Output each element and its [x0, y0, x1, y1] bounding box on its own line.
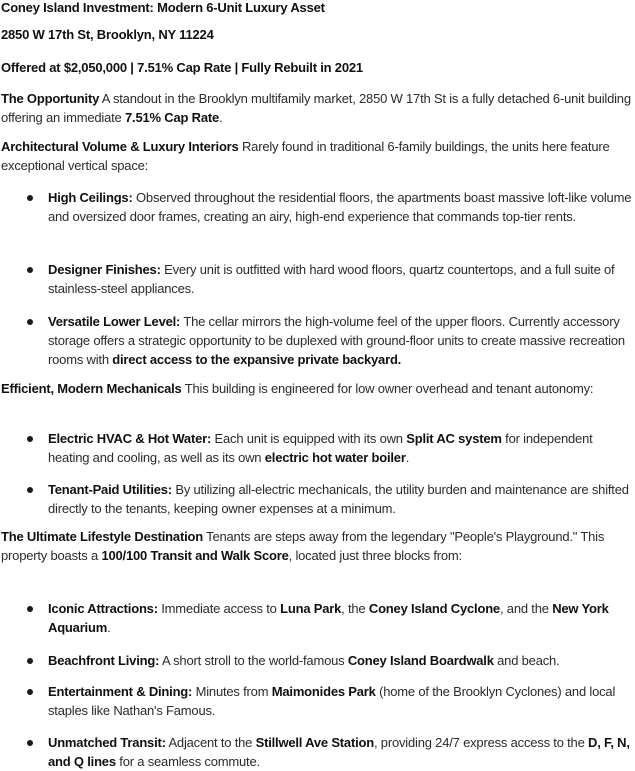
boiler-highlight: electric hot water boiler [264, 450, 406, 465]
backyard-highlight: direct access to the expansive private backyard. [112, 352, 402, 367]
architecture-paragraph [1, 137, 633, 175]
item-label: High Ceilings: [48, 190, 133, 205]
list-item-lower-level [24, 312, 634, 369]
list-item-transit [24, 733, 634, 771]
list-item-designer-finishes [24, 260, 634, 298]
lifestyle-text: , located just three blocks from: [288, 548, 462, 563]
subway-lines-highlight: D, F, N, and Q lines [48, 735, 630, 769]
item-text: Adjacent to the [165, 735, 256, 750]
opportunity-heading: The Opportunity [1, 91, 100, 106]
item-label: Entertainment & Dining: [48, 684, 193, 699]
list-item-tenant-utilities [24, 480, 634, 518]
item-text: , and the [499, 601, 553, 616]
listing-address: 2850 W 17th St, Brooklyn, NY 11224 [1, 27, 214, 42]
list-item-electric-hvac [24, 429, 634, 467]
listing-title: Coney Island Investment: Modern 6-Unit Luxury Asset [1, 0, 325, 15]
item-text: for a seamless commute. [115, 754, 260, 769]
item-text: . [107, 620, 111, 635]
bullet-icon [27, 740, 33, 746]
bullet-icon [27, 436, 33, 442]
bullet-icon [27, 487, 33, 493]
bullet-icon [27, 319, 33, 325]
aquarium-highlight: New York Aquarium [48, 601, 609, 635]
opportunity-paragraph [1, 89, 633, 127]
item-text: Immediate access to [157, 601, 281, 616]
item-text: A short stroll to the world-famous [159, 653, 348, 668]
item-text: Each unit is equipped with its own [211, 431, 407, 446]
item-label: Electric HVAC & Hot Water: [48, 431, 212, 446]
lifestyle-text: Tenants are steps away from the legendary "People's Playground." This property boasts a [1, 529, 605, 563]
mechanicals-text: This building is engineered for low owner overhead and tenant autonomy: [181, 381, 594, 396]
cap-rate-highlight: 7.51% Cap Rate [125, 110, 220, 125]
offer-line: Offered at $2,050,000 | 7.51% Cap Rate | Fully Rebuilt in 2021 [1, 60, 363, 75]
opportunity-text: A standout in the Brooklyn multifamily market, 2850 W 17th St is a fully detached 6-unit building offering an immediate [1, 91, 631, 125]
cyclone-highlight: Coney Island Cyclone [368, 601, 500, 616]
item-label: Beachfront Living: [48, 653, 160, 668]
item-text: Minutes from [192, 684, 272, 699]
list-item-high-ceilings [24, 188, 634, 226]
item-label: Tenant-Paid Utilities: [48, 482, 172, 497]
list-item-iconic-attractions [24, 599, 634, 637]
lifestyle-heading: The Ultimate Lifestyle Destination [1, 529, 203, 544]
item-label: Designer Finishes: [48, 262, 161, 277]
item-label: Unmatched Transit: [48, 735, 166, 750]
opportunity-end: . [219, 110, 223, 125]
mechanicals-paragraph [1, 379, 633, 398]
bullet-icon [27, 689, 33, 695]
list-item-beachfront [24, 651, 634, 670]
architecture-text: Rarely found in traditional 6-family buildings, the units here feature exceptional vertical space: [1, 139, 610, 173]
bullet-icon [27, 658, 33, 664]
list-item-entertainment [24, 682, 634, 720]
luna-park-highlight: Luna Park [280, 601, 342, 616]
item-text: Every unit is outfitted with hard wood floors, quartz countertops, and a full suite of stainless-steel appliances. [48, 262, 615, 296]
mechanicals-heading: Efficient, Modern Mechanicals [1, 381, 182, 396]
lifestyle-paragraph [1, 527, 633, 565]
item-text: (home of the Brooklyn Cyclones) and local staples like Nathan's Famous. [48, 684, 616, 718]
item-text: By utilizing all-electric mechanicals, the utility burden and maintenance are shifted directly to the tenants, keeping owner expenses at a minimum. [48, 482, 629, 516]
item-text: Observed throughout the residential floors, the apartments boast massive loft-like volume and oversized door frames, creating an airy, high-end experience that commands top-tier rents. [48, 190, 632, 224]
item-text: for independent heating and cooling, as well as its own [48, 431, 593, 465]
boardwalk-highlight: Coney Island Boardwalk [347, 653, 494, 668]
item-text: , providing 24/7 express access to the [373, 735, 589, 750]
stillwell-highlight: Stillwell Ave Station [255, 735, 374, 750]
walk-score-highlight: 100/100 Transit and Walk Score [101, 548, 289, 563]
bullet-icon [27, 195, 33, 201]
item-text: and beach. [493, 653, 560, 668]
item-text: The cellar mirrors the high-volume feel of the upper floors. Currently accessory storage offers a strategic opportunity to be duplexed with ground-floor units to create massive recreation rooms with [48, 314, 625, 367]
bullet-icon [27, 606, 33, 612]
item-label: Versatile Lower Level: [48, 314, 181, 329]
split-ac-highlight: Split AC system [406, 431, 502, 446]
item-text: , the [341, 601, 369, 616]
maimonides-highlight: Maimonides Park [271, 684, 376, 699]
item-text: . [405, 450, 410, 465]
architecture-heading: Architectural Volume & Luxury Interiors [1, 139, 239, 154]
bullet-icon [27, 267, 33, 273]
item-label: Iconic Attractions: [48, 601, 158, 616]
